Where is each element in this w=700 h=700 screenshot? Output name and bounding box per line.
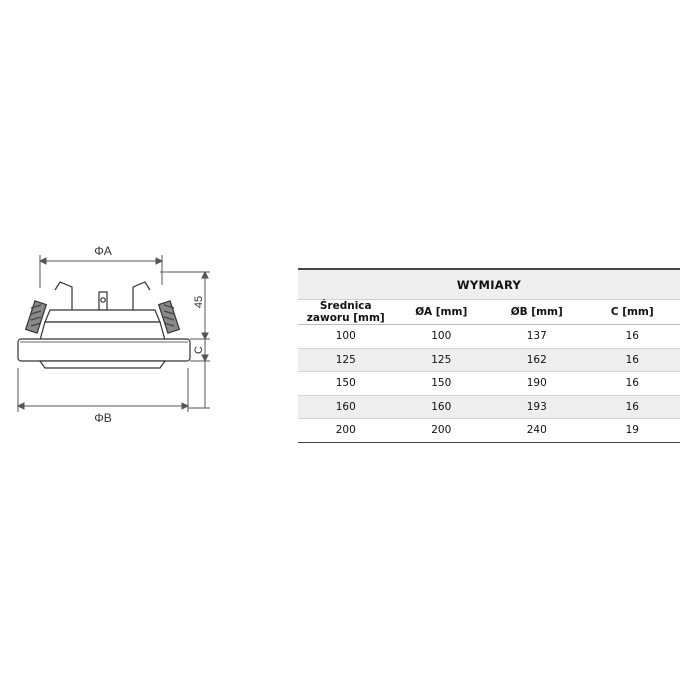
cell-valve-diameter: 125: [298, 348, 394, 372]
cell-valve-diameter: 200: [298, 419, 394, 443]
cell-phi-a: 160: [394, 395, 490, 419]
phi-b-label: ΦB: [94, 411, 112, 425]
table-row: [298, 372, 680, 396]
column-header-valve-diameter: Średnica zaworu [mm]: [298, 300, 394, 325]
cell-phi-b: 190: [489, 372, 585, 396]
cell-phi-a: 150: [394, 372, 490, 396]
column-header-phi-a: ØA [mm]: [394, 300, 490, 325]
c-label: C: [193, 346, 205, 354]
cell-c: 16: [585, 325, 681, 349]
phi-a-label: ΦA: [94, 244, 112, 258]
table-header-row: [298, 300, 680, 325]
cell-phi-a: 100: [394, 325, 490, 349]
table-row: [298, 348, 680, 372]
cell-valve-diameter: 150: [298, 372, 394, 396]
cell-c: 16: [585, 348, 681, 372]
cell-c: 19: [585, 419, 681, 443]
phi-b-dimension: [18, 368, 188, 412]
column-header-c: C [mm]: [585, 300, 681, 325]
table-row: [298, 325, 680, 349]
cell-c: 16: [585, 372, 681, 396]
cell-phi-a: 125: [394, 348, 490, 372]
cell-phi-b: 137: [489, 325, 585, 349]
column-header-phi-b: ØB [mm]: [489, 300, 585, 325]
cell-phi-b: 162: [489, 348, 585, 372]
cell-phi-b: 193: [489, 395, 585, 419]
dimensions-table-container: [298, 268, 680, 443]
cell-valve-diameter: 100: [298, 325, 394, 349]
table-title-row: [298, 269, 680, 300]
cell-c: 16: [585, 395, 681, 419]
cell-phi-a: 200: [394, 419, 490, 443]
valve-outline: [18, 282, 190, 368]
table-row: [298, 419, 680, 443]
cell-valve-diameter: 160: [298, 395, 394, 419]
table-row: [298, 395, 680, 419]
cell-phi-b: 240: [489, 419, 585, 443]
dimensions-table: [298, 268, 680, 443]
height-label: 45: [193, 295, 205, 309]
table-title: WYMIARY: [298, 269, 680, 300]
